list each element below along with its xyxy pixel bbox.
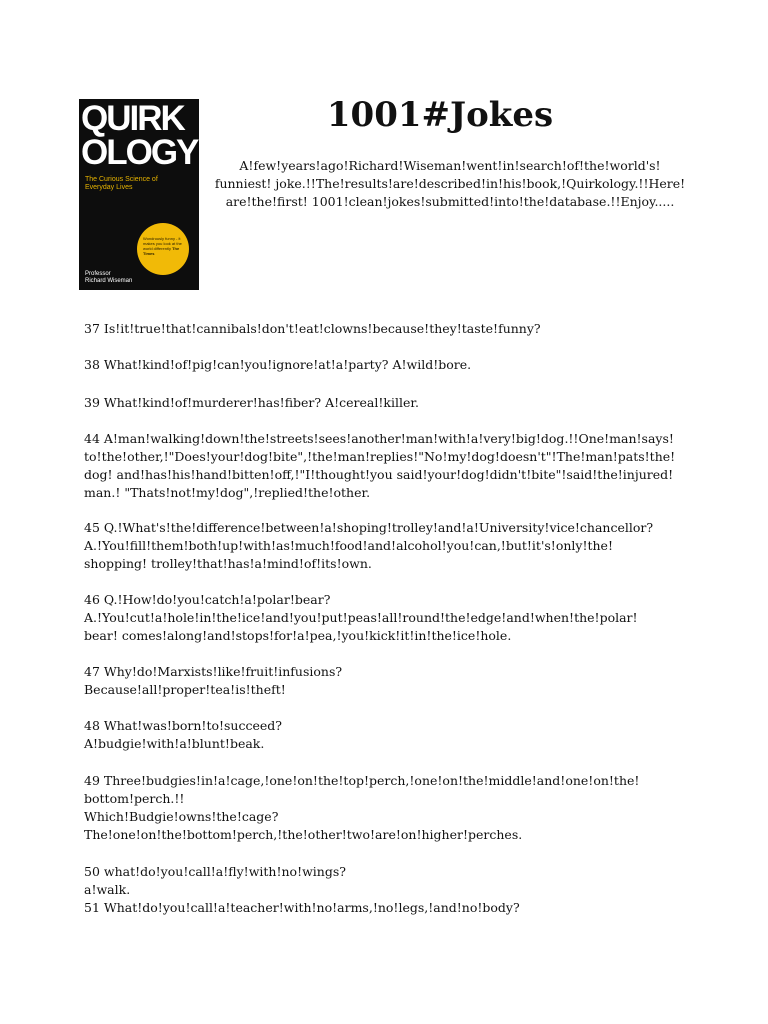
joke-45: 45 Q.!What's!the!difference!between!a!shoping!trolley!and!a!University!vice!chancellor? A.!You!fill!them!both!up!with!as!much!food!and!alcohol!you!can,!but!it's!only!the! shopping! trolley!that!has!a!mind!of!its!own. bbox=[84, 520, 654, 571]
cover-badge bbox=[137, 223, 189, 275]
cover-title-line1: QUIRK bbox=[81, 99, 184, 138]
page-title: 1001#Jokes bbox=[326, 95, 554, 135]
joke-51: 51 What!do!you!call!a!teacher!with!no!arms,!no!legs,!and!no!body? bbox=[84, 900, 520, 915]
joke-49: 49 Three!budgies!in!a!cage,!one!on!the!top!perch,!one!on!the!middle!and!one!on!the! bottom!perch.!! Which!Budgie!owns!the!cage? The!one!on!the!bottom!perch,!the!other!two!are!on!higher!perches. bbox=[84, 773, 640, 842]
joke-50: 50 what!do!you!call!a!fly!with!no!wings? a!walk. bbox=[84, 864, 346, 897]
joke-47: 47 Why!do!Marxists!like!fruit!infusions? Because!all!proper!tea!is!theft! bbox=[84, 664, 343, 697]
cover-subtitle: The Curious Science of Everyday Lives bbox=[85, 176, 158, 191]
cover-badge-text: Wondrously funny - it makes you look at the world differently bbox=[143, 236, 182, 251]
joke-37: 37 Is!it!true!that!cannibals!don't!eat!clowns!because!they!taste!funny? bbox=[84, 321, 541, 336]
joke-46: 46 Q.!How!do!you!catch!a!polar!bear? A.!You!cut!a!hole!in!the!ice!and!you!put!peas!all!round!the!edge!and!when!the!polar! bear! comes!along!and!stops!for!a!pea,!you!kick!it!in!the!ice!hole. bbox=[84, 592, 638, 643]
cover-title-line2: OLOGY bbox=[81, 133, 198, 172]
joke-48: 48 What!was!born!to!succeed? A!budgie!with!a!blunt!beak. bbox=[84, 718, 282, 751]
cover-badge-source: The Times bbox=[143, 246, 180, 256]
joke-38: 38 What!kind!of!pig!can!you!ignore!at!a!party? A!wild!bore. bbox=[84, 357, 472, 372]
cover-author-line1: Professor bbox=[85, 271, 111, 277]
cover-author bbox=[85, 271, 132, 285]
book-cover-image bbox=[79, 99, 199, 290]
cover-author-line2: Richard Wiseman bbox=[85, 278, 133, 284]
joke-39: 39 What!kind!of!murderer!has!fiber? A!cereal!killer. bbox=[84, 395, 419, 410]
joke-44: 44 A!man!walking!down!the!streets!sees!another!man!with!a!very!big!dog.!!One!man!says! to!the!other,!"Does!your!dog!bite",!the!man!replies!"No!my!dog!doesn't"!The!man!pats!the! dog! and!has!his!hand!bitten!off,!"I!thought!you said!your!dog!didn't!bite"!said!the!injured! man.! "Thats!not!my!dog",!replied!the!other. bbox=[84, 431, 676, 500]
intro-paragraph: A!few!years!ago!Richard!Wiseman!went!in!search!of!the!world's! funniest! joke.!!The!results!are!described!in!his!book,!Quirkology.!!Here! are!the!first! 1001!clean!jokes!submitted!into!the!database.!!Enjoy..... bbox=[214, 158, 686, 209]
